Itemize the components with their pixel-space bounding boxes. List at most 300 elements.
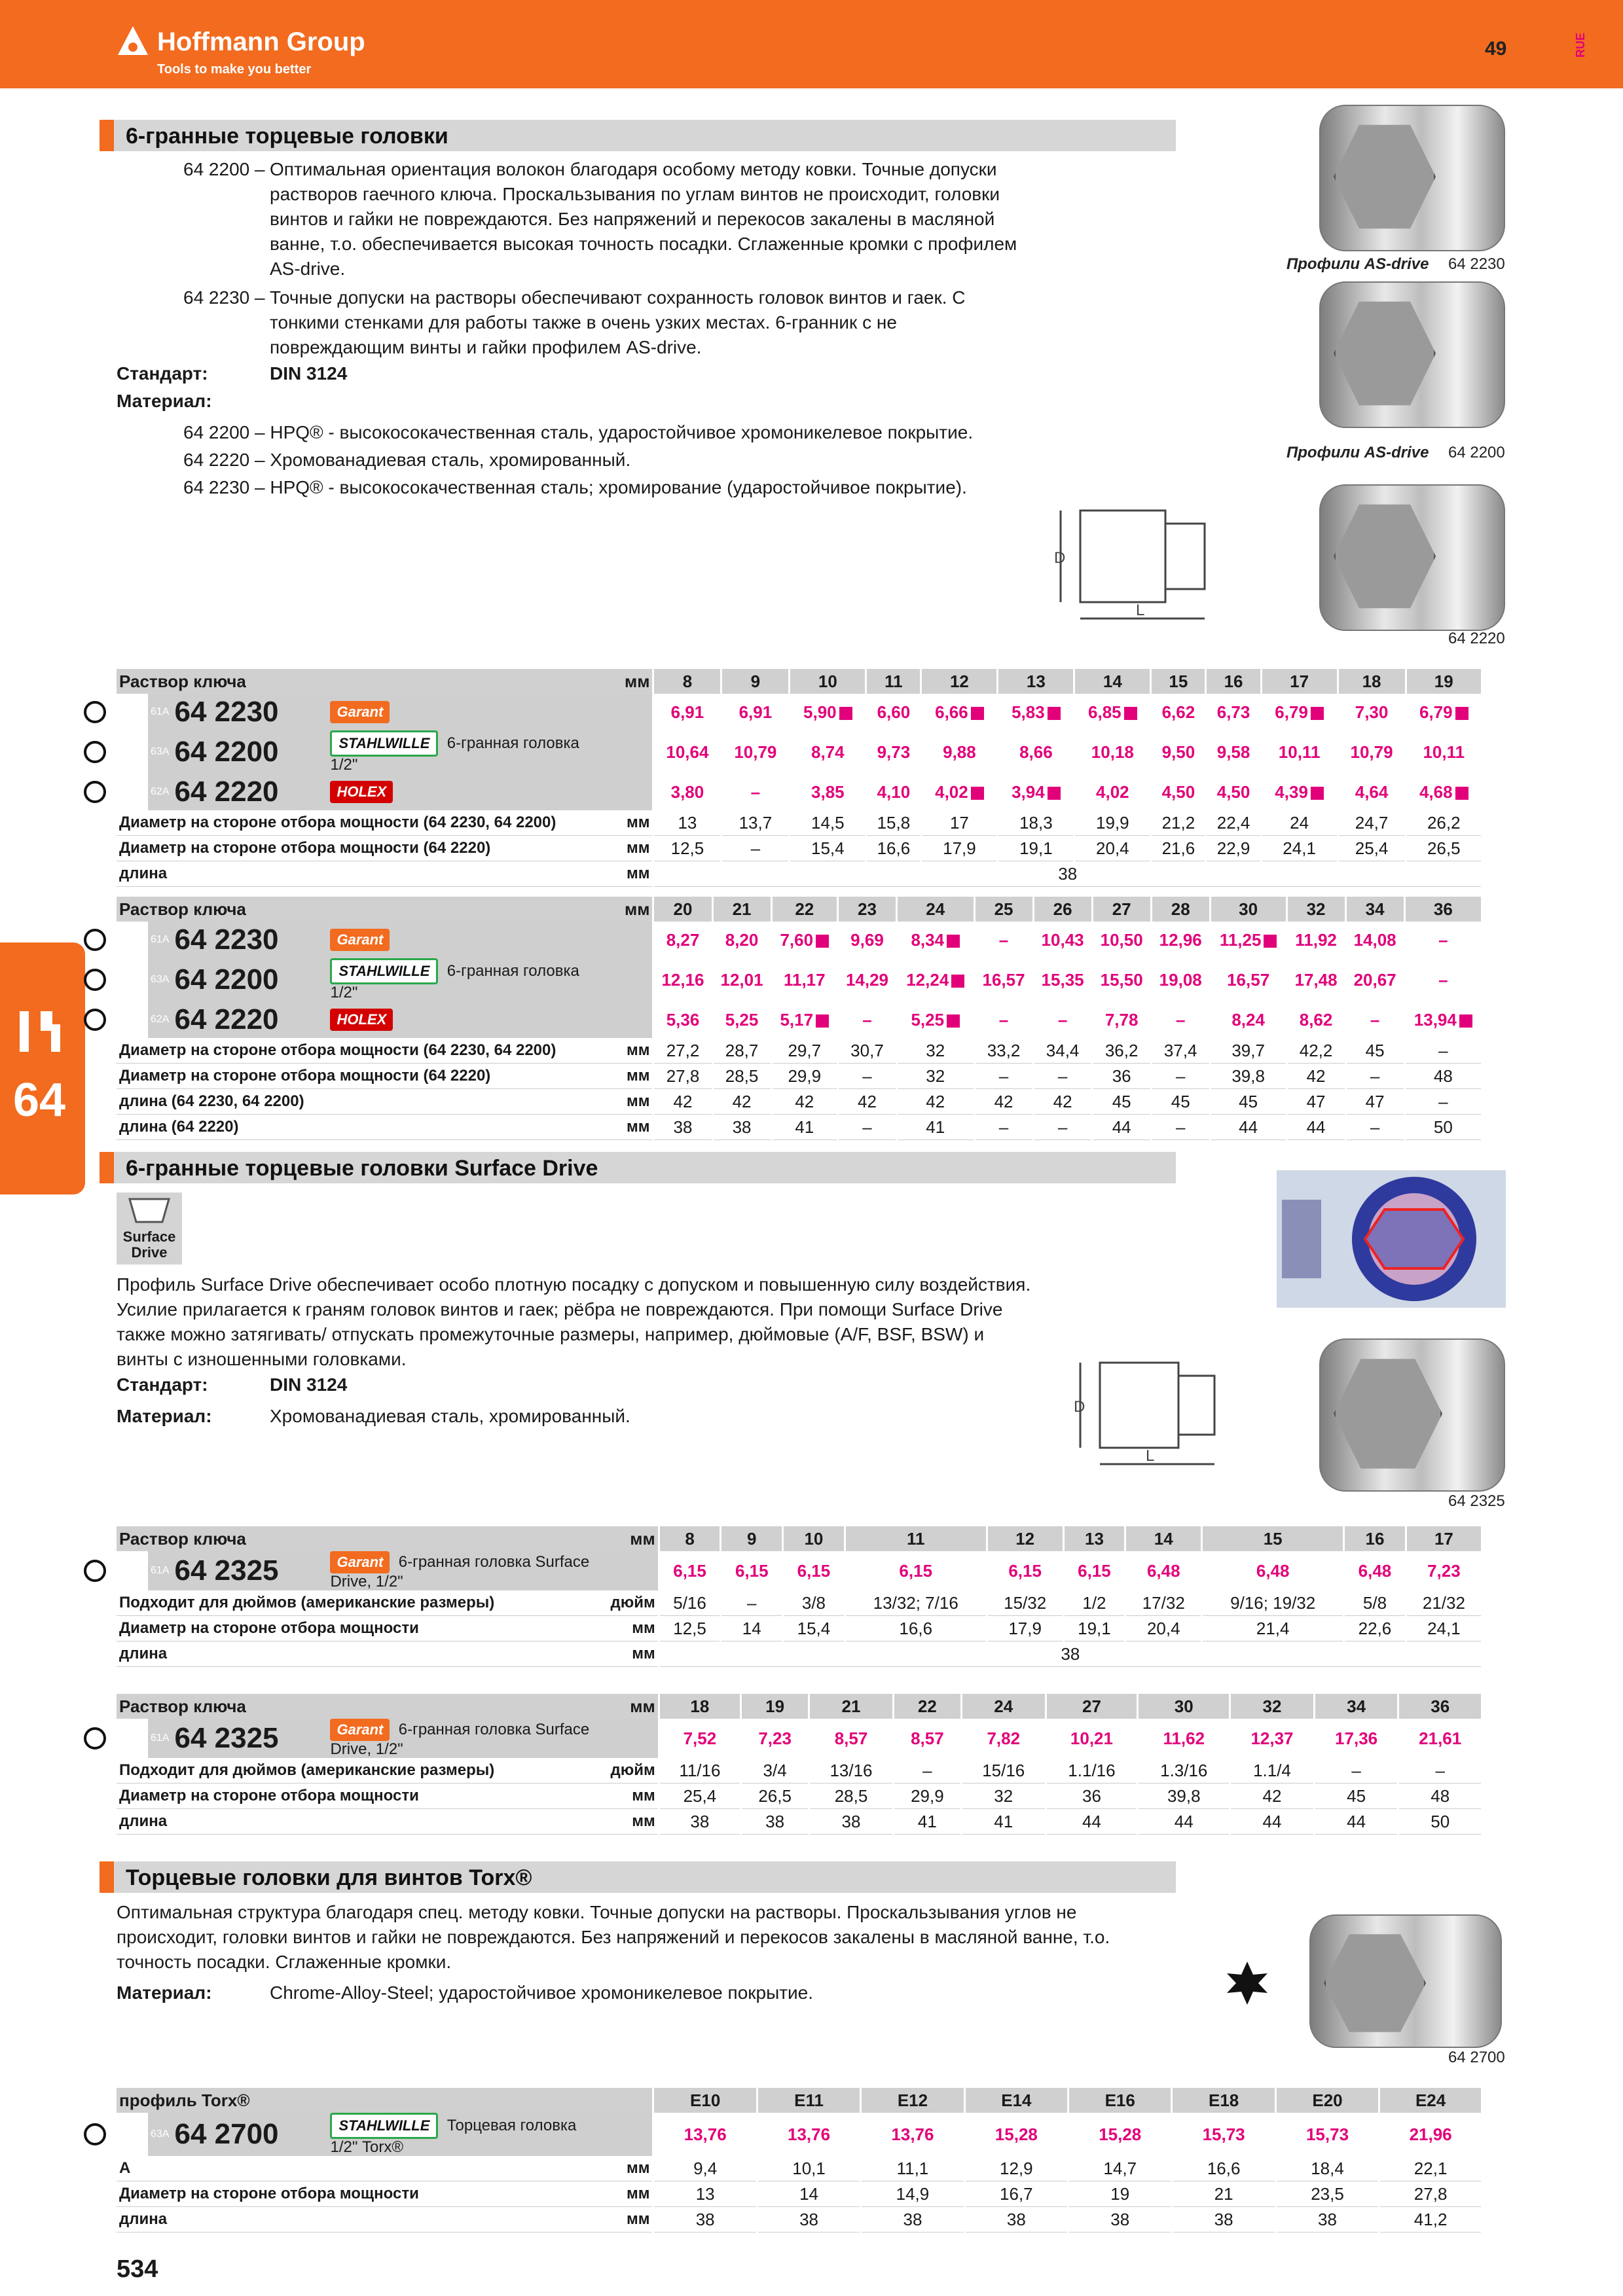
spec-value: – <box>1314 1758 1398 1784</box>
spec-value: 20,4 <box>1074 836 1151 861</box>
size-cell: E16 <box>1068 2088 1172 2113</box>
spec-value: 38 <box>653 861 1481 887</box>
material-2: 64 2220 – Хромованадиевая сталь, хромированный. <box>183 450 631 470</box>
size-cell: 36 <box>1404 897 1481 922</box>
row-label: Раствор ключа <box>117 1694 608 1719</box>
surface-drive-diagram <box>1277 1170 1506 1308</box>
socket-image-642230 <box>1319 105 1505 251</box>
spec-row <box>117 1809 1481 1835</box>
svg-text:L: L <box>1146 1447 1155 1465</box>
spec-value: 15,8 <box>866 810 921 836</box>
circle-icon <box>117 774 148 810</box>
price-cell: 16,57 <box>974 958 1033 1001</box>
size-cell: E10 <box>653 2088 757 2113</box>
size-cell: 18 <box>1338 669 1406 694</box>
new-price-marker <box>1124 707 1137 720</box>
spec-value: 15/32 <box>987 1590 1063 1616</box>
price-cell: 14,08 <box>1345 922 1404 958</box>
spec-label: длина <box>117 2207 608 2233</box>
product-row <box>117 958 1481 1001</box>
spec-value: – <box>974 1064 1033 1089</box>
standard-value-2: DIN 3124 <box>270 1374 348 1395</box>
price-cell: 10,64 <box>653 730 721 774</box>
spec-value: 28,5 <box>712 1064 771 1089</box>
size-cell: 16 <box>1344 1526 1406 1551</box>
spec-value: 17,9 <box>921 836 998 861</box>
price-cell: 14,29 <box>837 958 896 1001</box>
size-cell: 23 <box>837 897 896 922</box>
spec-label: длина <box>117 861 608 887</box>
price-cell: 7,82 <box>961 1719 1046 1758</box>
price-cell: 6,79 <box>1406 694 1481 730</box>
select-circle-icon[interactable] <box>84 929 106 951</box>
spec-value: 44 <box>1046 1809 1138 1835</box>
spec-row <box>117 1064 1481 1089</box>
spec-value: 38 <box>809 1809 894 1835</box>
spec-value: 11,1 <box>861 2156 964 2181</box>
spec-value: 44 <box>1092 1115 1151 1140</box>
spec-value: 24,1 <box>1406 1616 1481 1641</box>
header-row <box>117 1694 1481 1719</box>
table-sizes-20-36 <box>117 897 1481 1140</box>
surface-drive-icon <box>117 1193 182 1265</box>
price-cell: 5,17 <box>771 1001 837 1038</box>
select-circle-icon[interactable] <box>84 701 106 723</box>
product-code: 64 2325 <box>172 1719 327 1758</box>
circle-icon <box>117 694 148 730</box>
stahlwille-logo: STAHLWILLE <box>330 2113 438 2139</box>
price-cell: 17,36 <box>1314 1719 1398 1758</box>
price-cell: 3,80 <box>653 774 721 810</box>
spec-value: 25,4 <box>659 1784 740 1809</box>
size-cell: 11 <box>845 1526 987 1551</box>
new-price-marker <box>1459 1014 1472 1028</box>
spec-value: – <box>837 1064 896 1089</box>
new-price-marker <box>1311 707 1324 720</box>
spec-row <box>117 1616 1481 1641</box>
spec-value: 27,8 <box>653 1064 712 1089</box>
spec-unit: дюйм <box>608 1758 659 1784</box>
product-desc: STAHLWILLE 6-гранная головка 1/2" <box>327 958 608 1001</box>
spec-value: 9,4 <box>653 2156 757 2181</box>
spec-label: Подходит для дюймов (американские размеры) <box>117 1758 608 1784</box>
row-label: профиль Torx® <box>117 2088 608 2113</box>
spec-value: 21,4 <box>1202 1616 1344 1641</box>
spec-label: длина <box>117 1809 608 1835</box>
price-cell: 6,15 <box>845 1551 987 1590</box>
size-cell: 28 <box>1151 897 1210 922</box>
price-cell: 6,48 <box>1202 1551 1344 1590</box>
price-cell: 4,64 <box>1338 774 1406 810</box>
spec-value: 39,7 <box>1210 1038 1286 1064</box>
spec-value: 5/8 <box>1344 1590 1406 1616</box>
price-cell: – <box>837 1001 896 1038</box>
badge: 62A <box>148 774 172 810</box>
circle-icon <box>117 730 148 774</box>
product-row <box>117 1001 1481 1038</box>
spec-value: 42 <box>771 1089 837 1115</box>
spec-value: 39,8 <box>1138 1784 1230 1809</box>
price-cell: – <box>1345 1001 1404 1038</box>
row-label: Раствор ключа <box>117 897 608 922</box>
table-sizes-8-19 <box>117 669 1481 887</box>
price-cell: 10,11 <box>1406 730 1481 774</box>
spec-value: 25,4 <box>1338 836 1406 861</box>
spec-label: A <box>117 2156 608 2181</box>
spec-value: 19,1 <box>1063 1616 1125 1641</box>
spec-value: 24,7 <box>1338 810 1406 836</box>
row-label: Раствор ключа <box>117 669 608 694</box>
new-price-marker <box>1048 707 1061 720</box>
product-code: 64 2200 <box>172 958 327 1001</box>
price-cell: 9,88 <box>921 730 998 774</box>
price-cell: 7,30 <box>1338 694 1406 730</box>
spec-value: 22,4 <box>1206 810 1261 836</box>
spec-unit: мм <box>608 1064 653 1089</box>
spec-value: 13 <box>653 2181 757 2207</box>
price-cell: 3,85 <box>790 774 866 810</box>
table-surface-18-36 <box>117 1694 1481 1835</box>
size-cell: 8 <box>659 1526 721 1551</box>
price-cell: 17,48 <box>1286 958 1345 1001</box>
spec-unit: мм <box>608 2207 653 2233</box>
price-cell: 8,57 <box>893 1719 961 1758</box>
spec-unit: дюйм <box>608 1590 659 1616</box>
new-price-marker <box>971 787 984 800</box>
spec-value: 36,2 <box>1092 1038 1151 1064</box>
spec-value: 14,5 <box>790 810 866 836</box>
size-cell: 15 <box>1202 1526 1344 1551</box>
spec-label: длина (64 2220) <box>117 1115 608 1140</box>
spec-value: 17 <box>921 810 998 836</box>
select-circle-icon[interactable] <box>84 1560 106 1582</box>
price-cell: 12,24 <box>897 958 974 1001</box>
price-cell: 15,73 <box>1275 2113 1379 2156</box>
spec-value: 26,2 <box>1406 810 1481 836</box>
new-price-marker <box>1048 787 1061 800</box>
product-code: 64 2230 <box>172 694 327 730</box>
spec-value: 41 <box>961 1809 1046 1835</box>
size-cell: 32 <box>1230 1694 1315 1719</box>
price-cell: 15,28 <box>1068 2113 1172 2156</box>
spec-value: 30,7 <box>837 1038 896 1064</box>
spec-value: 48 <box>1398 1784 1481 1809</box>
spec-row <box>117 1758 1481 1784</box>
product-code: 64 2220 <box>172 1001 327 1038</box>
size-cell: 13 <box>1063 1526 1125 1551</box>
price-cell: 12,16 <box>653 958 712 1001</box>
product-desc <box>327 1001 608 1038</box>
size-cell: 30 <box>1138 1694 1230 1719</box>
stahlwille-logo: STAHLWILLE <box>330 730 438 757</box>
drive-label: Drive <box>131 1244 168 1261</box>
section-title-torx: Торцевые головки для винтов Torx® <box>100 1861 1176 1893</box>
price-cell: 4,50 <box>1206 774 1261 810</box>
price-cell: 13,76 <box>861 2113 964 2156</box>
circle-icon <box>117 1719 148 1758</box>
price-cell: 6,15 <box>1063 1551 1125 1590</box>
size-cell: 14 <box>1074 669 1151 694</box>
size-cell: 8 <box>653 669 721 694</box>
spec-value: 17/32 <box>1125 1590 1202 1616</box>
size-cell: 21 <box>712 897 771 922</box>
price-cell: 6,48 <box>1344 1551 1406 1590</box>
size-cell: 24 <box>897 897 974 922</box>
size-cell: 9 <box>721 669 790 694</box>
spec-value: 13/16 <box>809 1758 894 1784</box>
spec-label: Диаметр на стороне отбора мощности (64 2220) <box>117 1064 608 1089</box>
spec-value: – <box>1404 1038 1481 1064</box>
size-cell: 24 <box>961 1694 1046 1719</box>
spec-value: 22,1 <box>1379 2156 1481 2181</box>
svg-text:D: D <box>1054 549 1066 567</box>
spec-value: 26,5 <box>741 1784 809 1809</box>
size-cell: 12 <box>987 1526 1063 1551</box>
spec-value: 38 <box>757 2207 860 2233</box>
spec-value: 20,4 <box>1125 1616 1202 1641</box>
spec-row <box>117 1590 1481 1616</box>
spec-row <box>117 1784 1481 1809</box>
size-cell: 34 <box>1345 897 1404 922</box>
select-circle-icon[interactable] <box>84 1009 106 1031</box>
spec-unit: мм <box>608 1115 653 1140</box>
select-circle-icon[interactable] <box>84 781 106 803</box>
circle-icon <box>117 922 148 958</box>
price-cell: 12,37 <box>1230 1719 1315 1758</box>
caption-642220: 64 2220 <box>1448 630 1505 647</box>
tools-icon <box>14 1005 67 1057</box>
price-cell: 11,92 <box>1286 922 1345 958</box>
spec-row <box>117 810 1481 836</box>
spec-label: Диаметр на стороне отбора мощности (64 2220) <box>117 836 608 861</box>
price-cell: 11,62 <box>1138 1719 1230 1758</box>
spec-value: 36 <box>1092 1064 1151 1089</box>
caption-642230: 64 2230 <box>1448 255 1505 273</box>
price-cell: 16,57 <box>1210 958 1286 1001</box>
select-circle-icon[interactable] <box>84 2123 106 2145</box>
spec-value: 12,9 <box>964 2156 1068 2181</box>
price-cell: 12,96 <box>1151 922 1210 958</box>
dimension-drawing-icon-2 <box>1074 1350 1231 1474</box>
price-cell: 8,27 <box>653 922 712 958</box>
spec-value: 14 <box>757 2181 860 2207</box>
spec-value: 16,6 <box>866 836 921 861</box>
price-cell: 5,90 <box>790 694 866 730</box>
badge: 61A <box>148 694 172 730</box>
spec-unit: мм <box>608 1809 659 1835</box>
spec-value: 22,9 <box>1206 836 1261 861</box>
price-cell: – <box>721 774 790 810</box>
language-code: RUE <box>1574 33 1587 58</box>
price-cell: 9,58 <box>1206 730 1261 774</box>
spec-row <box>117 836 1481 861</box>
price-cell: 8,74 <box>790 730 866 774</box>
spec-value: 1.1/4 <box>1230 1758 1315 1784</box>
spec-value: 42 <box>712 1089 771 1115</box>
spec-row <box>117 1115 1481 1140</box>
spec-row <box>117 1089 1481 1115</box>
size-cell: 9 <box>721 1526 783 1551</box>
spec-value: 47 <box>1345 1089 1404 1115</box>
spec-label: Диаметр на стороне отбора мощности (64 2230, 64 2200) <box>117 1038 608 1064</box>
material-3: 64 2230 – HPQ® - высокосокачественная сталь; хромирование (ударостойчивое покрытие). <box>183 477 967 497</box>
header-row <box>117 1526 1481 1551</box>
size-cell: 27 <box>1046 1694 1138 1719</box>
holex-logo: HOLEX <box>330 1009 393 1031</box>
caption-as-drive-2: Профили AS-drive <box>1286 444 1429 461</box>
size-cell: 20 <box>653 897 712 922</box>
p2-text: Точные допуски на растворы обеспечивают сохранность головок винтов и гаек. С тонкими стенками для работы также в очень узких местах. 6-гранник с не повреждающим винты и гайки профилем AS-drive. <box>270 287 966 357</box>
material-label: Материал: <box>117 391 212 411</box>
spec-value: 44 <box>1314 1809 1398 1835</box>
unit: мм <box>608 1694 659 1719</box>
spec-value: 38 <box>741 1809 809 1835</box>
svg-text:L: L <box>1136 601 1145 619</box>
chapter-tab <box>0 942 85 1194</box>
spec-unit: мм <box>608 2156 653 2181</box>
socket-image-642700 <box>1309 1914 1502 2048</box>
spec-value: 38 <box>1275 2207 1379 2233</box>
spec-value: 32 <box>897 1064 974 1089</box>
size-cell: 19 <box>1406 669 1481 694</box>
spec-value: 12,5 <box>653 836 721 861</box>
price-cell: 15,73 <box>1172 2113 1275 2156</box>
spec-value: – <box>721 1590 783 1616</box>
spec-value: – <box>974 1115 1033 1140</box>
product-row <box>117 774 1481 810</box>
section-title-hex-sockets: 6-гранные торцевые головки <box>100 120 1176 151</box>
product-row <box>117 2113 1481 2156</box>
spec-value: 29,7 <box>771 1038 837 1064</box>
spec-unit: мм <box>608 861 653 887</box>
chapter-number: 64 <box>12 1074 66 1126</box>
select-circle-icon[interactable] <box>84 969 106 991</box>
spec-row <box>117 2181 1481 2207</box>
price-cell: 10,18 <box>1074 730 1151 774</box>
price-cell: – <box>1151 1001 1210 1038</box>
product-desc <box>327 922 608 958</box>
caption-642700: 64 2700 <box>1448 2049 1505 2066</box>
spec-value: – <box>1033 1064 1092 1089</box>
garant-logo: Garant <box>330 1551 390 1573</box>
spec-value: 34,4 <box>1033 1038 1092 1064</box>
product-row <box>117 1719 1481 1758</box>
spec-value: 38 <box>1068 2207 1172 2233</box>
spec-value: 11/16 <box>659 1758 740 1784</box>
price-cell: 10,21 <box>1046 1719 1138 1758</box>
row-label: Раствор ключа <box>117 1526 608 1551</box>
spec-value: 21/32 <box>1406 1590 1481 1616</box>
price-cell: 8,66 <box>998 730 1074 774</box>
product-code: 64 2700 <box>172 2113 327 2156</box>
select-circle-icon[interactable] <box>84 741 106 763</box>
spec-value: 26,5 <box>1406 836 1481 861</box>
badge: 63A <box>148 2113 172 2156</box>
spec-value: 27,2 <box>653 1038 712 1064</box>
material-value-3: Chrome-Alloy-Steel; ударостойчивое хромоникелевое покрытие. <box>270 1982 814 2003</box>
price-cell: 15,35 <box>1033 958 1092 1001</box>
price-cell: 8,20 <box>712 922 771 958</box>
section-title-surface-drive: 6-гранные торцевые головки Surface Drive <box>100 1152 1176 1183</box>
new-price-marker <box>816 935 829 948</box>
spec-value: 12,5 <box>659 1616 721 1641</box>
price-cell: 4,50 <box>1151 774 1206 810</box>
product-row <box>117 694 1481 730</box>
spec-value: 10,1 <box>757 2156 860 2181</box>
price-cell: 4,02 <box>1074 774 1151 810</box>
size-cell: 12 <box>921 669 998 694</box>
spec-unit: мм <box>608 836 653 861</box>
spec-value: 32 <box>961 1784 1046 1809</box>
new-price-marker <box>951 975 964 988</box>
new-price-marker <box>971 707 984 720</box>
material-label-3: Материал: <box>117 1982 212 2003</box>
size-cell: 19 <box>741 1694 809 1719</box>
spec-value: 15,4 <box>790 836 866 861</box>
spec-value: 23,5 <box>1275 2181 1379 2207</box>
size-cell: 26 <box>1033 897 1092 922</box>
price-cell: 8,57 <box>809 1719 894 1758</box>
material-value-2: Хромованадиевая сталь, хромированный. <box>270 1406 630 1426</box>
price-cell: 10,43 <box>1033 922 1092 958</box>
price-cell: 12,01 <box>712 958 771 1001</box>
price-cell: 6,66 <box>921 694 998 730</box>
spec-value: 13 <box>653 810 721 836</box>
price-cell: 7,52 <box>659 1719 740 1758</box>
unit: мм <box>608 897 653 922</box>
price-cell: 7,78 <box>1092 1001 1151 1038</box>
header-row <box>117 897 1481 922</box>
hoffmann-logo-icon <box>117 25 149 58</box>
spec-value: 42 <box>974 1089 1033 1115</box>
spec-unit: мм <box>608 1616 659 1641</box>
price-cell: – <box>974 922 1033 958</box>
price-cell: 10,79 <box>721 730 790 774</box>
brand-name: Hoffmann Group <box>157 27 365 56</box>
price-cell: 10,50 <box>1092 922 1151 958</box>
size-cell: 18 <box>659 1694 740 1719</box>
spec-value: 42 <box>897 1089 974 1115</box>
price-cell: 4,02 <box>921 774 998 810</box>
price-cell: 6,15 <box>987 1551 1063 1590</box>
spec-value: 47 <box>1286 1089 1345 1115</box>
spec-unit: мм <box>608 1641 659 1667</box>
size-cell: 27 <box>1092 897 1151 922</box>
torx-text: Оптимальная структура благодаря спец. методу ковки. Точные допуски на растворы. Проскальзывания углов не происходит, головки винтов и гайки не повреждаются. Без напряжений и перекосов закалены в масляной ванне, т.о. точность посадки. Сглаженные кромки. <box>117 1902 1110 1972</box>
size-cell: 34 <box>1314 1694 1398 1719</box>
select-circle-icon[interactable] <box>84 1727 106 1749</box>
spec-value: 45 <box>1314 1784 1398 1809</box>
price-cell: 21,96 <box>1379 2113 1481 2156</box>
price-cell: 11,25 <box>1210 922 1286 958</box>
stahlwille-logo: STAHLWILLE <box>330 958 438 984</box>
standard-value: DIN 3124 <box>270 363 348 384</box>
size-cell: E20 <box>1275 2088 1379 2113</box>
surface-label: Surface <box>122 1229 176 1245</box>
badge: 62A <box>148 1001 172 1038</box>
size-cell: 36 <box>1398 1694 1481 1719</box>
price-cell: 3,94 <box>998 774 1074 810</box>
size-cell: 25 <box>974 897 1033 922</box>
spec-value: 15,4 <box>783 1616 845 1641</box>
new-price-marker <box>1455 787 1468 800</box>
price-cell: 4,68 <box>1406 774 1481 810</box>
holex-logo: HOLEX <box>330 781 393 803</box>
spec-value: 29,9 <box>893 1784 961 1809</box>
price-cell: 7,23 <box>1406 1551 1481 1590</box>
spec-value: 28,7 <box>712 1038 771 1064</box>
spec-label: Подходит для дюймов (американские размеры) <box>117 1590 608 1616</box>
